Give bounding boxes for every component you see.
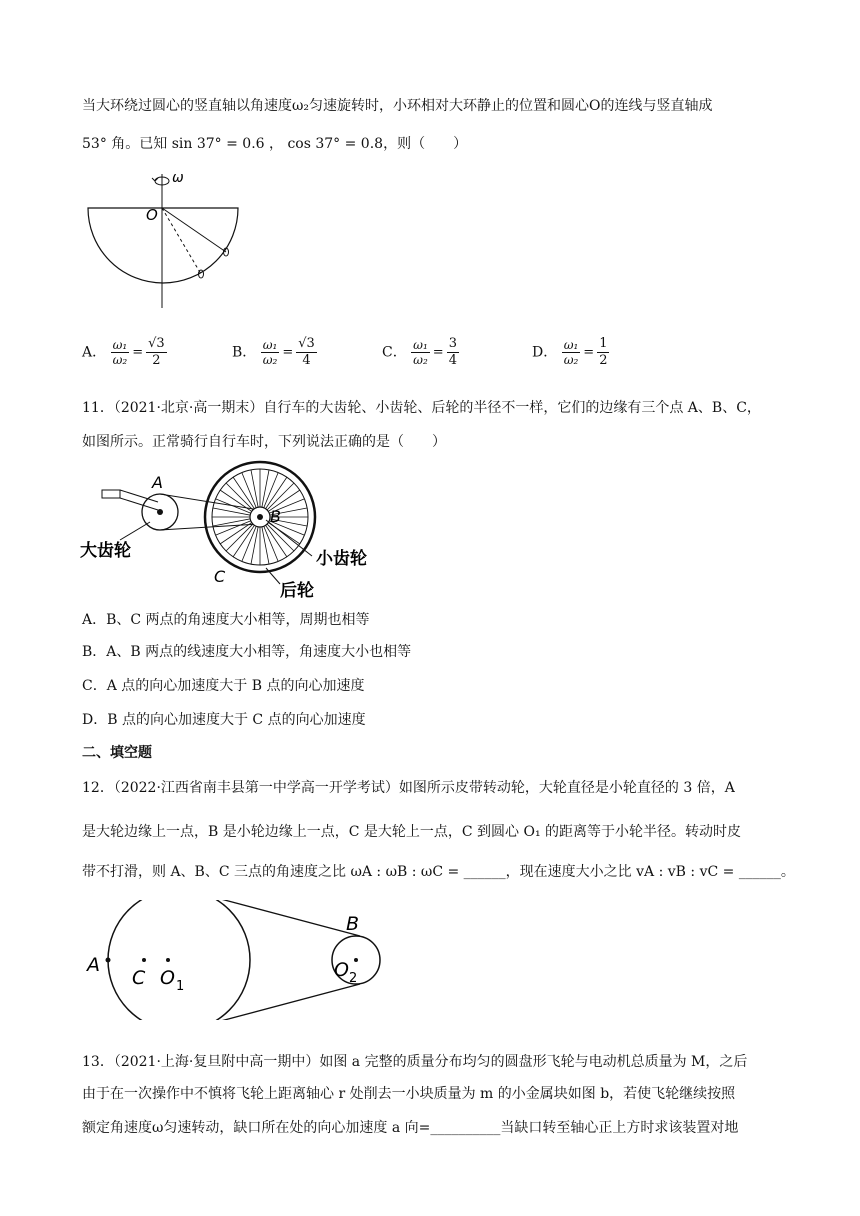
ratio-value: $\frac{√3}{2}$ [148, 336, 165, 368]
ratio-fraction: $\frac{\text{ω₁}}{\text{ω₂}}$ [413, 338, 428, 367]
ratio-fraction: $\frac{\text{ω₁}}{\text{ω₂}}$ [262, 338, 278, 367]
ratio-value: $\frac{3}{4}$ [448, 336, 457, 368]
q10-option-a[interactable]: A． $\frac{\text{ω₁}}{\text{ω₂}}$ = $\frac{√3}{2}$ [82, 336, 165, 368]
q13-text-line-3: 额定角速度ω匀速转动，缺口所在处的向心加速度 a 向=__________当缺口转至轴心正上方时求该装置对地 [82, 1120, 739, 1136]
belt-top [202, 900, 360, 936]
label-a: A [87, 954, 100, 976]
q12-text-line-3: 带不打滑，则 A、B、C 三点的角速度之比 ωA : ωB : ωC = ______，现在速度大小之比 vA : vB : vC = ______。 [82, 864, 795, 880]
option-letter: A． [82, 344, 107, 361]
label-o1-subscript: 1 [176, 979, 185, 994]
q11-option-d[interactable]: D．B 点的向心加速度大于 C 点的向心加速度 [82, 712, 366, 728]
label-a: A [152, 473, 163, 492]
q13-text-line-1: 13．（2021·上海·复旦附中高一期中）如图 a 完整的质量分布均匀的圆盘形飞轮与电动机总质量为 M，之后 [82, 1054, 748, 1070]
label-o1: O [160, 967, 175, 989]
q11-option-b[interactable]: B．A、B 两点的线速度大小相等，角速度大小也相等 [82, 644, 412, 660]
small-gear-label: 小齿轮 [316, 549, 367, 569]
omega-label: ω [172, 170, 184, 186]
label-c: C [214, 567, 226, 586]
q10-text-line-2: 53° 角。已知 sin 37° = 0.6 ， cos 37° = 0.8，则（ ） [82, 136, 468, 152]
rear-wheel-label: 后轮 [280, 581, 314, 600]
ratio-fraction: $\frac{\text{ω₁}}{\text{ω₂}}$ [563, 338, 579, 367]
q13-text-line-2: 由于在一次操作中不慎将飞轮上距离轴心 r 处削去一小块质量为 m 的小金属块如图 b，若使飞轮继续按照 [82, 1086, 736, 1102]
q10-option-d[interactable]: D． $\frac{\text{ω₁}}{\text{ω₂}}$ = $\frac{1}{2}$ [532, 336, 608, 368]
ring-radius-solid [162, 208, 226, 252]
label-c: C [132, 967, 146, 989]
q10-text-line-1: 当大环绕过圆心的竖直轴以角速度ω₂匀速旋转时，小环相对大环静止的位置和圆心O的连线与竖直轴成 [82, 98, 713, 114]
label-o2-subscript: 2 [349, 971, 358, 986]
hemisphere-bowl [88, 208, 238, 283]
large-pulley [108, 900, 250, 1020]
label-b: B [270, 507, 281, 526]
option-letter: D． [532, 344, 558, 361]
ratio-value: $\frac{1}{2}$ [599, 336, 608, 368]
section-heading-fill-blank: 二、填空题 [82, 745, 152, 761]
label-b: B [346, 913, 360, 935]
q11-option-a[interactable]: A．B、C 两点的角速度大小相等，周期也相等 [82, 612, 370, 628]
q12-text-line-2: 是大轮边缘上一点，B 是小轮边缘上一点，C 是大轮上一点，C 到圆心 O₁ 的距离等于小轮半径。转动时皮 [82, 824, 742, 840]
rear-wheel [205, 462, 315, 572]
q12-belt-pulley-figure [84, 900, 414, 1020]
q10-option-b[interactable]: B． $\frac{\text{ω₁}}{\text{ω₂}}$ = $\frac{√3}{4}$ [232, 336, 315, 368]
label-o2: O [334, 959, 349, 981]
ratio-value: $\frac{√3}{4}$ [298, 336, 315, 368]
q12-text-line-1: 12．（2022·江西省南丰县第一中学高一开学考试）如图所示皮带转动轮，大轮直径是小轮直径的 3 倍，A [82, 780, 735, 796]
center-o-label: O [146, 206, 158, 224]
option-letter: B． [232, 344, 257, 361]
q10-hemisphere-figure [80, 164, 250, 312]
q10-option-c[interactable]: C． $\frac{\text{ω₁}}{\text{ω₂}}$ = $\frac{3}{4}$ [382, 336, 457, 368]
q11-option-c[interactable]: C．A 点的向心加速度大于 B 点的向心加速度 [82, 678, 365, 694]
belt-bottom [202, 984, 360, 1020]
q11-bicycle-figure [80, 460, 440, 600]
q11-text-line-2: 如图所示。正常骑行自行车时，下列说法正确的是（ ） [82, 434, 446, 450]
big-gear-label: 大齿轮 [80, 541, 131, 561]
q11-text-line-1: 11．（2021·北京·高一期末）自行车的大齿轮、小齿轮、后轮的半径不一样，它们的边缘有三个点 A、B、C， [82, 400, 761, 416]
option-letter: C． [382, 344, 407, 361]
ratio-fraction: $\frac{\text{ω₁}}{\text{ω₂}}$ [112, 338, 128, 367]
ring-radius-dashed [162, 208, 201, 274]
